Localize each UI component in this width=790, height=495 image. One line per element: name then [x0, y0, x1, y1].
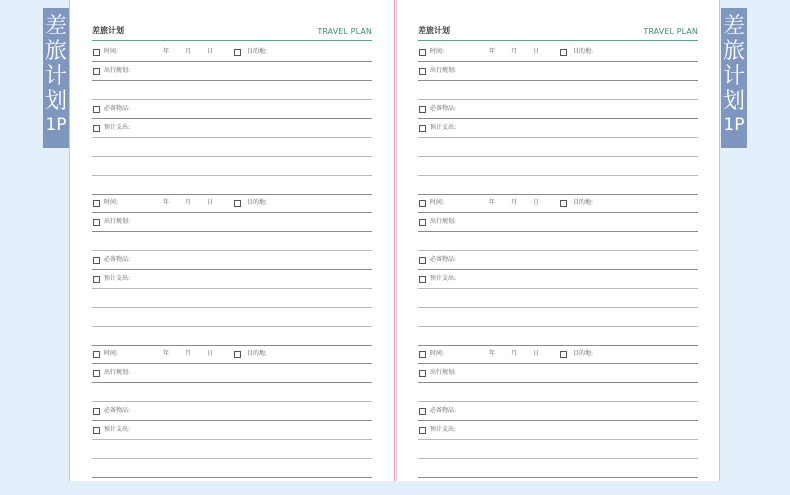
- spine-line: [394, 0, 395, 481]
- budget-checkbox[interactable]: [419, 125, 426, 132]
- budget-row: [92, 119, 372, 138]
- budget-label: 预计支出:: [104, 426, 131, 433]
- spine-line: [396, 0, 397, 481]
- essentials-checkbox[interactable]: [93, 106, 100, 113]
- day-label: 日: [207, 199, 214, 206]
- blank-line-row: [418, 383, 698, 402]
- side-tab-right: [721, 8, 747, 148]
- side-tab-left: [43, 8, 69, 148]
- side-tab-char: 差: [44, 14, 67, 39]
- essentials-row: [418, 251, 698, 270]
- blank-line-row: [418, 289, 698, 308]
- plan-block: [418, 194, 698, 344]
- time-checkbox[interactable]: [93, 200, 100, 207]
- blank-line-row: [418, 81, 698, 100]
- time-label: 时间:: [104, 199, 119, 206]
- essentials-row: [418, 100, 698, 119]
- destination-label: 目的地:: [247, 48, 268, 55]
- month-label: 月: [511, 199, 518, 206]
- blank-line-row: [418, 157, 698, 176]
- day-label: 日: [533, 48, 540, 55]
- budget-row: [92, 421, 372, 440]
- destination-label: 目的地:: [573, 350, 594, 357]
- essentials-label: 必备物品:: [104, 256, 131, 263]
- header-rule: [418, 40, 698, 41]
- plan-block: [418, 43, 698, 193]
- time-row: [92, 43, 372, 62]
- budget-checkbox[interactable]: [93, 125, 100, 132]
- itinerary-row: [418, 62, 698, 81]
- blank-line-row: [92, 327, 372, 346]
- blank-line-row: [418, 327, 698, 346]
- itinerary-checkbox[interactable]: [93, 68, 100, 75]
- itinerary-row: [418, 213, 698, 232]
- budget-label: 预计支出:: [430, 426, 457, 433]
- destination-checkbox[interactable]: [234, 351, 241, 358]
- destination-checkbox[interactable]: [560, 200, 567, 207]
- itinerary-label: 出行规划:: [430, 218, 457, 225]
- blank-line-row: [92, 308, 372, 327]
- blank-line-row: [92, 440, 372, 459]
- blank-line-row: [92, 138, 372, 157]
- header-rule: [92, 40, 372, 41]
- time-label: 时间:: [430, 48, 445, 55]
- essentials-row: [418, 402, 698, 421]
- time-checkbox[interactable]: [419, 49, 426, 56]
- day-label: 日: [207, 350, 214, 357]
- budget-label: 预计支出:: [104, 275, 131, 282]
- page-english-title: TRAVEL PLAN: [317, 27, 372, 36]
- blank-line-row: [92, 157, 372, 176]
- time-row: [418, 43, 698, 62]
- essentials-row: [92, 402, 372, 421]
- blank-line-row: [418, 232, 698, 251]
- page-header: [418, 25, 698, 39]
- side-tab-char: 划: [722, 89, 745, 114]
- blank-line-row: [418, 308, 698, 327]
- budget-row: [418, 270, 698, 289]
- month-label: 月: [185, 199, 192, 206]
- essentials-checkbox[interactable]: [93, 408, 100, 415]
- budget-label: 预计支出:: [430, 124, 457, 131]
- time-label: 时间:: [104, 48, 119, 55]
- planner-page-right: [418, 0, 698, 481]
- itinerary-row: [92, 213, 372, 232]
- budget-row: [418, 119, 698, 138]
- itinerary-row: [418, 364, 698, 383]
- budget-checkbox[interactable]: [93, 427, 100, 434]
- write-line: [92, 477, 372, 478]
- itinerary-row: [92, 62, 372, 81]
- itinerary-label: 出行规划:: [430, 67, 457, 74]
- destination-checkbox[interactable]: [234, 200, 241, 207]
- month-label: 月: [511, 350, 518, 357]
- month-label: 月: [185, 350, 192, 357]
- essentials-label: 必备物品:: [430, 407, 457, 414]
- month-label: 月: [511, 48, 518, 55]
- blank-line-row: [92, 176, 372, 195]
- destination-checkbox[interactable]: [560, 351, 567, 358]
- side-tab-char: 计: [44, 64, 67, 89]
- essentials-checkbox[interactable]: [93, 257, 100, 264]
- blank-line-row: [418, 440, 698, 459]
- blank-line-row: [418, 176, 698, 195]
- budget-checkbox[interactable]: [419, 427, 426, 434]
- essentials-checkbox[interactable]: [419, 408, 426, 415]
- planner-page-left: [92, 0, 372, 481]
- itinerary-label: 出行规划:: [104, 369, 131, 376]
- time-label: 时间:: [430, 199, 445, 206]
- itinerary-label: 出行规划:: [104, 67, 131, 74]
- day-label: 日: [207, 48, 214, 55]
- side-tab-page: 1P: [45, 115, 67, 135]
- page-header: [92, 25, 372, 39]
- side-tab-char: 计: [722, 64, 745, 89]
- year-label: 年: [489, 350, 496, 357]
- year-label: 年: [163, 199, 170, 206]
- year-label: 年: [163, 48, 170, 55]
- budget-row: [92, 270, 372, 289]
- essentials-checkbox[interactable]: [419, 257, 426, 264]
- page-edge-left: [69, 0, 70, 481]
- itinerary-checkbox[interactable]: [419, 219, 426, 226]
- itinerary-checkbox[interactable]: [93, 370, 100, 377]
- side-tab-page: 1P: [723, 115, 745, 135]
- destination-label: 目的地:: [573, 199, 594, 206]
- day-label: 日: [533, 199, 540, 206]
- essentials-label: 必备物品:: [104, 105, 131, 112]
- time-label: 时间:: [430, 350, 445, 357]
- day-label: 日: [533, 350, 540, 357]
- itinerary-checkbox[interactable]: [419, 68, 426, 75]
- page-english-title: TRAVEL PLAN: [643, 27, 698, 36]
- budget-label: 预计支出:: [104, 124, 131, 131]
- itinerary-checkbox[interactable]: [419, 370, 426, 377]
- blank-line-row: [92, 232, 372, 251]
- essentials-checkbox[interactable]: [419, 106, 426, 113]
- essentials-label: 必备物品:: [104, 407, 131, 414]
- year-label: 年: [489, 199, 496, 206]
- year-label: 年: [489, 48, 496, 55]
- blank-line-row: [92, 289, 372, 308]
- budget-checkbox[interactable]: [93, 276, 100, 283]
- side-tab-char: 差: [722, 14, 745, 39]
- side-tab-char: 划: [44, 89, 67, 114]
- month-label: 月: [185, 48, 192, 55]
- blank-line-row: [92, 459, 372, 478]
- itinerary-label: 出行规划:: [430, 369, 457, 376]
- blank-line-row: [418, 138, 698, 157]
- time-checkbox[interactable]: [419, 200, 426, 207]
- itinerary-label: 出行规划:: [104, 218, 131, 225]
- write-line: [418, 477, 698, 478]
- time-label: 时间:: [104, 350, 119, 357]
- essentials-label: 必备物品:: [430, 105, 457, 112]
- destination-label: 目的地:: [247, 199, 268, 206]
- essentials-row: [92, 100, 372, 119]
- destination-checkbox[interactable]: [234, 49, 241, 56]
- blank-line-row: [418, 459, 698, 478]
- plan-block: [92, 194, 372, 344]
- plan-block: [92, 43, 372, 193]
- time-checkbox[interactable]: [93, 351, 100, 358]
- time-row: [418, 345, 698, 364]
- side-tab-char: 旅: [722, 39, 745, 64]
- time-checkbox[interactable]: [93, 49, 100, 56]
- plan-block: [418, 345, 698, 495]
- budget-checkbox[interactable]: [419, 276, 426, 283]
- year-label: 年: [163, 350, 170, 357]
- page-title: 差旅计划: [418, 26, 450, 35]
- time-row: [92, 194, 372, 213]
- essentials-label: 必备物品:: [430, 256, 457, 263]
- page-title: 差旅计划: [92, 26, 124, 35]
- destination-checkbox[interactable]: [560, 49, 567, 56]
- page-edge-right: [719, 0, 720, 481]
- destination-label: 目的地:: [573, 48, 594, 55]
- time-checkbox[interactable]: [419, 351, 426, 358]
- plan-block: [92, 345, 372, 495]
- budget-row: [418, 421, 698, 440]
- blank-line-row: [92, 81, 372, 100]
- blank-line-row: [92, 383, 372, 402]
- itinerary-row: [92, 364, 372, 383]
- time-row: [92, 345, 372, 364]
- budget-label: 预计支出:: [430, 275, 457, 282]
- destination-label: 目的地:: [247, 350, 268, 357]
- essentials-row: [92, 251, 372, 270]
- side-tab-char: 旅: [44, 39, 67, 64]
- itinerary-checkbox[interactable]: [93, 219, 100, 226]
- time-row: [418, 194, 698, 213]
